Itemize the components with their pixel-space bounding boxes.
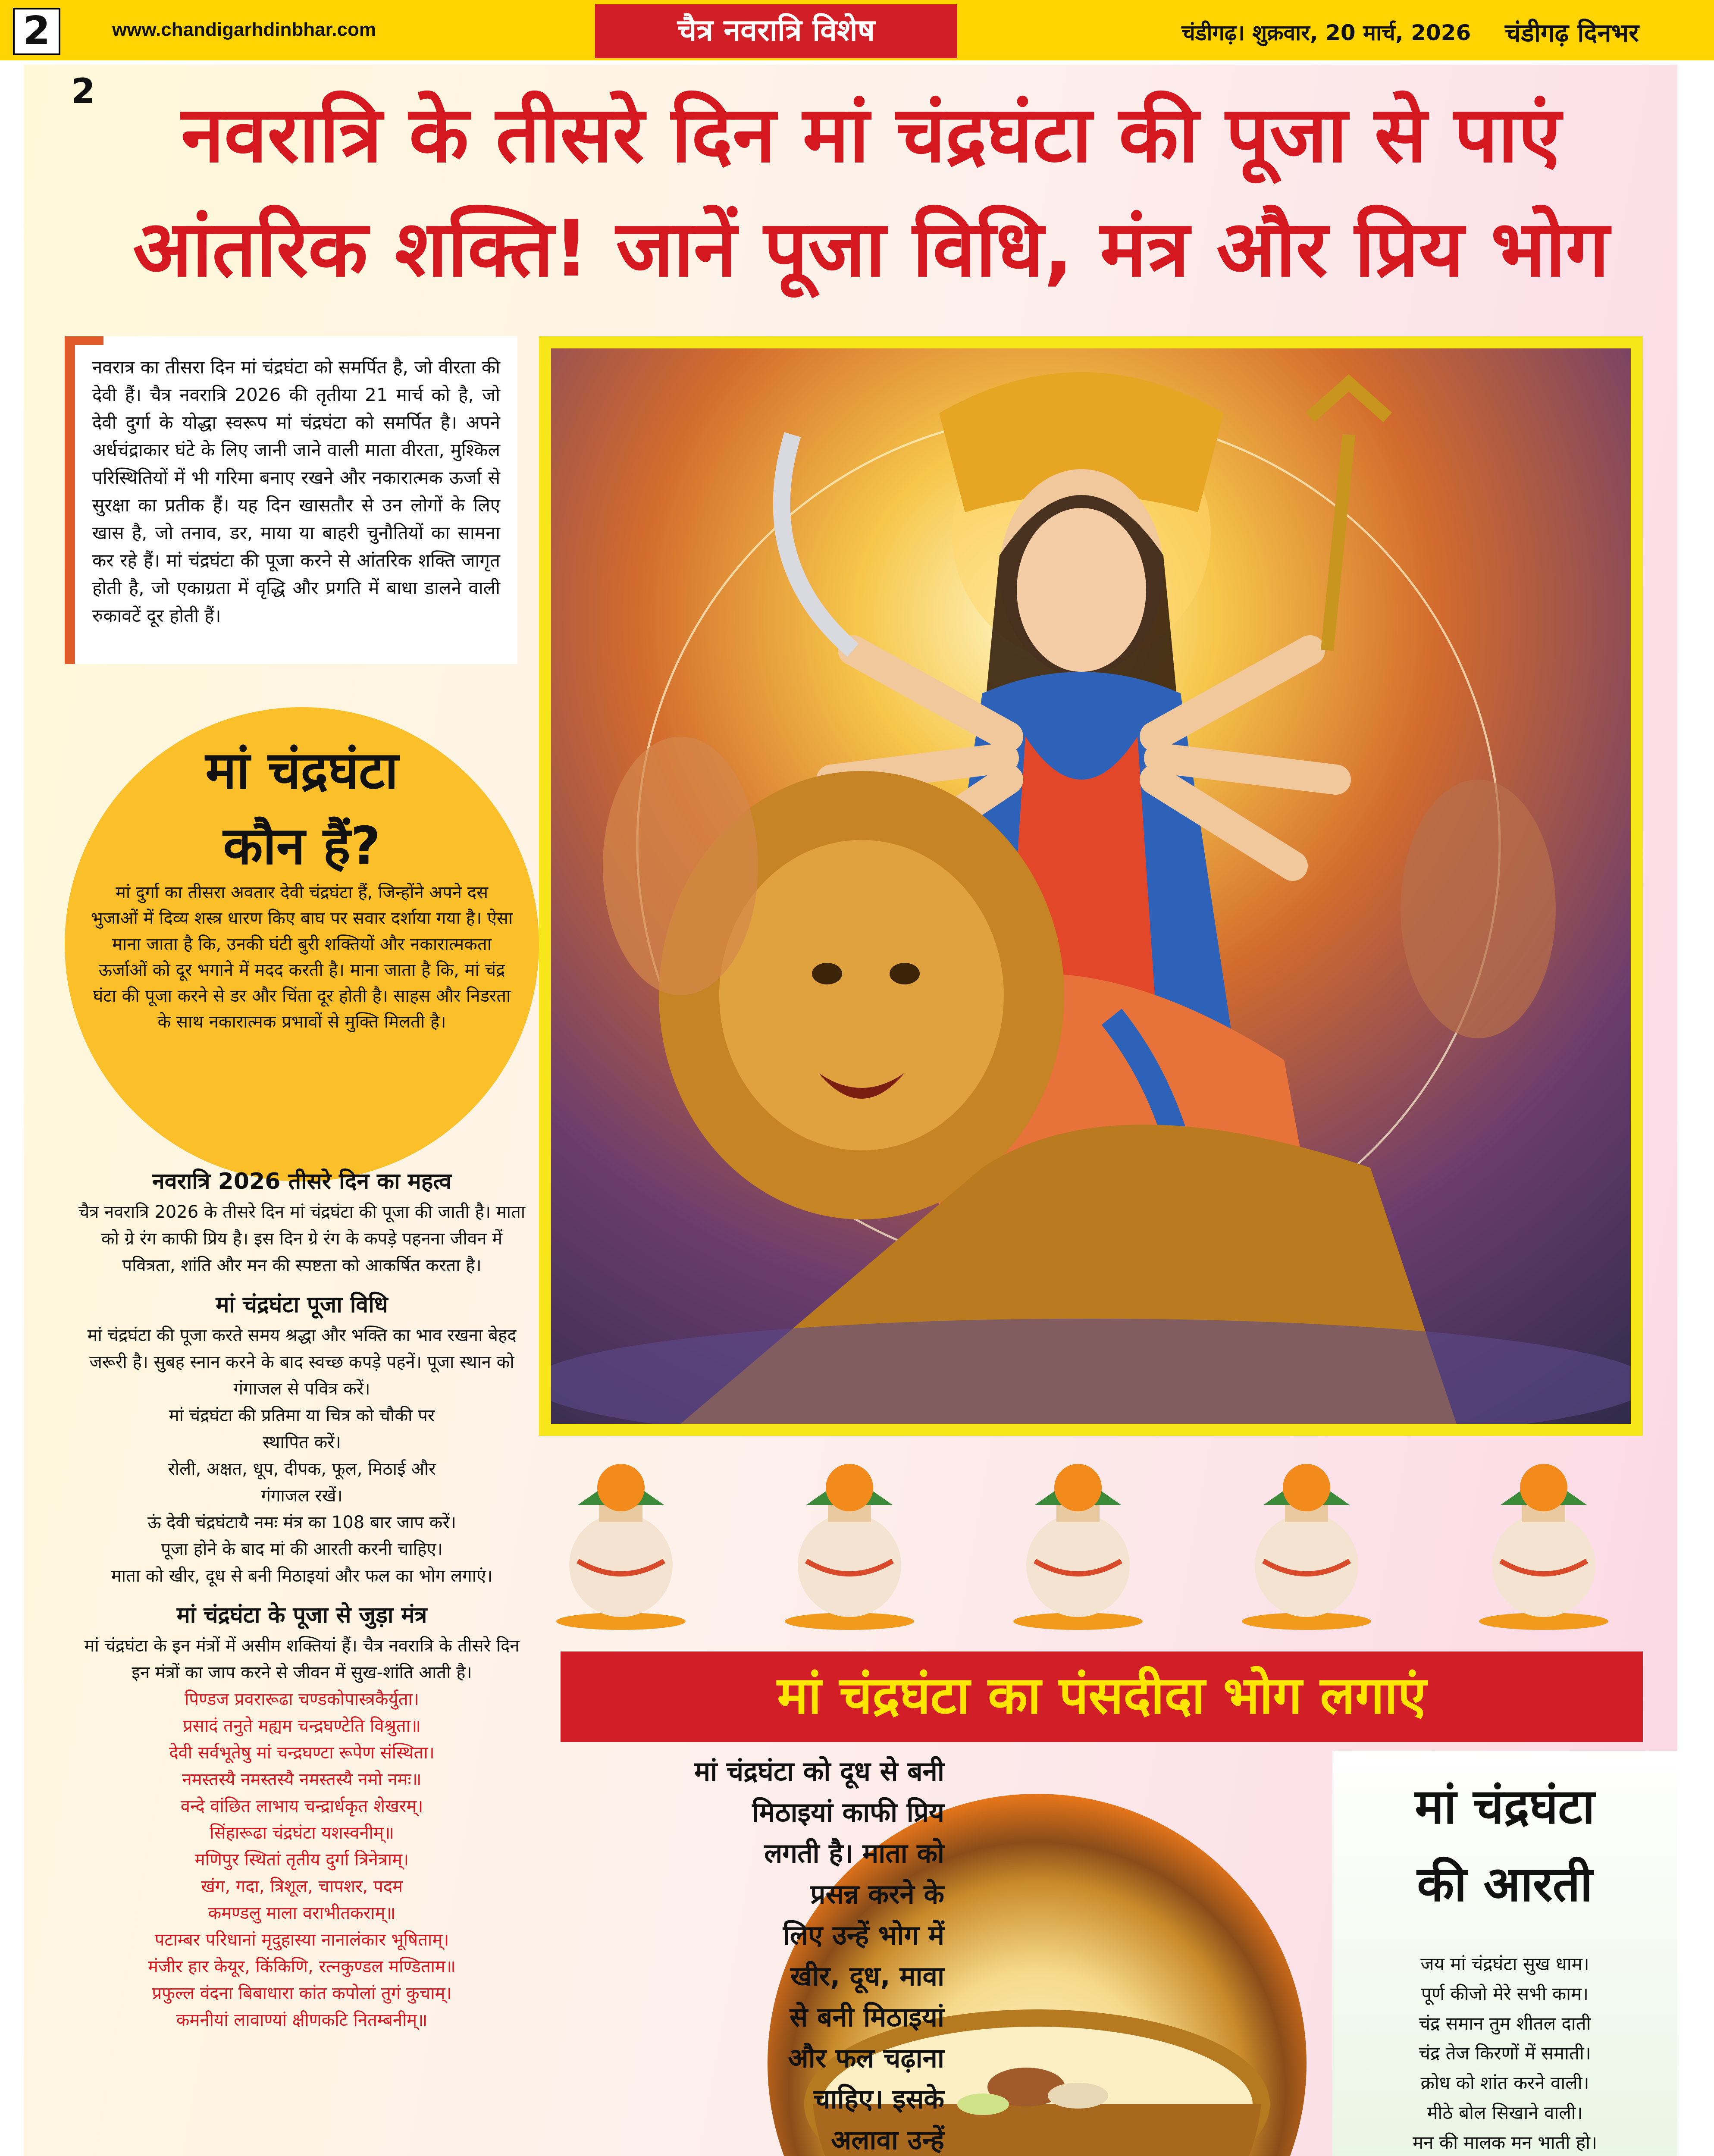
page-number: 2	[13, 8, 60, 55]
headline-line2: आंतरिक शक्ति! जानें पूजा विधि, मंत्र और प्रिय भोग	[132, 204, 1610, 294]
bhog-line: चाहिए। इसके	[813, 2083, 944, 2115]
masthead-bar	[0, 0, 1714, 60]
kalash-row	[552, 1453, 1647, 1634]
mantra-line: खंग, गदा, त्रिशूल, चापशर, पदम	[201, 1877, 403, 1896]
aarti-line: चंद्र समान तुम शीतल दाती	[1419, 2013, 1591, 2034]
aarti-line: क्रोध को शांत करने वाली।	[1420, 2072, 1589, 2093]
bhog-line: मां चंद्रघंटा को दूध से बनी	[694, 1755, 944, 1787]
mantra-line: नमस्तस्यै नमस्तस्यै नमस्तस्यै नमो नमः॥	[182, 1770, 422, 1789]
mantra-line: पिण्डज प्रवरारूढा चण्डकोपास्त्रकैर्युता।	[184, 1689, 420, 1709]
mantra-intro: मां चंद्रघंटा के इन मंत्रों में असीम शक्तियां हैं। चैत्र नवरात्रि के तीसरे दिन इन मंत्रों का जाप करने से जीवन में सुख-शांति आती है।	[84, 1636, 520, 1683]
intro-accent	[65, 336, 103, 345]
mantra-heading: मां चंद्रघंटा के पूजा से जुड़ा मंत्र	[176, 1602, 427, 1628]
bhog-line: मिठाइयां काफी प्रिय	[752, 1796, 944, 1828]
aarti-title-line1: मां चंद्रघंटा	[1415, 1779, 1595, 1835]
who-title	[65, 733, 539, 884]
who-title-line1: मां चंद्रघंटा	[205, 741, 398, 801]
bhog-text	[573, 1751, 944, 2156]
goddess-image-frame	[539, 336, 1643, 1436]
aarti-panel	[1332, 1751, 1677, 2156]
aarti-line: मीठे बोल सिखाने वाली।	[1427, 2102, 1583, 2123]
bhog-line: और फल चढ़ाना	[788, 2042, 944, 2074]
vidhi-line: ऊं देवी चंद्रघंटायै नमः मंत्र का 108 बार जाप करें।	[147, 1513, 456, 1532]
intro-box	[65, 336, 517, 664]
aarti-heading	[1332, 1768, 1677, 1923]
who-title-line2: कौन हैं?	[223, 816, 381, 876]
importance-body: चैत्र नवरात्रि 2026 के तीसरे दिन मां चंद्रघंटा की पूजा की जाती है। माता को ग्रे रंग काफी प्रिय है। इस दिन ग्रे रंग के कपड़े पहनना जीवन में पवित्रता, शांति और मन की स्पष्टता को आकर्षित करता है।	[78, 1202, 526, 1275]
bhog-line: लगती है। माता को	[764, 1837, 944, 1869]
left-column	[73, 1156, 530, 2034]
aarti-line: पूर्ण कीजो मेरे सभी काम।	[1421, 1983, 1589, 2004]
dateline: चंडीगढ़। शुक्रवार, 20 मार्च, 2026	[1181, 20, 1471, 45]
who-circle	[65, 707, 539, 1181]
kalash-icon	[1009, 1457, 1147, 1630]
vidhi-line: मां चंद्रघंटा की प्रतिमा या चित्र को चौकी पर स्थापित करें।	[169, 1406, 435, 1452]
who-body: मां दुर्गा का तीसरा अवतार देवी चंद्रघंटा हैं, जिन्होंने अपने दस भुजाओं में दिव्य शस्त्र धारण किए बाघ पर सवार दर्शाया गया है। ऐसा माना जाता है कि, उनकी घंटी बुरी शक्तियों और नकारात्मकता ऊर्जाओं को दूर भगाने में मदद करती है। माना जाता है कि, मां चंद्र घंटा की पूजा करने से डर और चिंता दूर होती है। साहस और निडरता के साथ नकारात्मक प्रभावों से मुक्ति मिलती है।	[91, 883, 513, 1032]
mantra-line: मंजीर हार केयूर, किंकिणि, रत्नकुण्डल मण्डिताम॥	[148, 1957, 456, 1977]
mantra-line: वन्दे वांछित लाभाय चन्द्रार्धकृत शेखरम्।	[180, 1796, 423, 1816]
paper-name: चंडीगढ़ दिनभर	[1505, 18, 1639, 47]
aarti-line: जय मां चंद्रघंटा सुख धाम।	[1420, 1953, 1589, 1974]
bhog-line: अलावा उन्हें	[830, 2124, 944, 2156]
bhog-line: लिए उन्हें भोग में	[783, 1919, 944, 1951]
inner-page-number: 2	[71, 71, 95, 111]
mantra-line: प्रफुल्ल वंदना बिबाधारा कांत कपोलां तुगं कुचाम्।	[152, 1984, 452, 2003]
aarti-lines	[1332, 1949, 1677, 2156]
vidhi-line: माता को खीर, दूध से बनी मिठाइयां और फल का भोग लगाएं।	[111, 1566, 493, 1586]
headline-line1: नवरात्रि के तीसरे दिन मां चंद्रघंटा की पूजा से पाएं	[181, 90, 1561, 180]
mantra-line: कमण्डलु माला वराभीतकराम्॥	[208, 1903, 396, 1923]
mantra-line: कमनीयां लावाण्यां क्षीणकटि नितम्बनीम्॥	[176, 2010, 428, 2030]
mantra-line: पटाम्बर परिधानां मृदुहास्या नानालंकार भूषिताम्।	[154, 1930, 449, 1950]
bhog-line: खीर, दूध, मावा	[790, 1960, 944, 1992]
vidhi-line: पूजा होने के बाद मां की आरती करनी चाहिए।	[161, 1539, 443, 1559]
aarti-line: मन की मालक मन भाती हो।	[1413, 2132, 1597, 2153]
mantra-line: प्रसादं तनुते मह्यम चन्द्रघण्टेति विश्रुता॥	[183, 1716, 421, 1736]
vidhi-line: रोली, अक्षत, धूप, दीपक, फूल, मिठाई और गंगाजल रखें।	[168, 1459, 436, 1506]
section-title: चैत्र नवरात्रि विशेष	[595, 4, 957, 58]
website-link[interactable]: www.chandigarhdinbhar.com	[112, 19, 376, 40]
bhog-line: प्रसन्न करने के	[810, 1878, 944, 1910]
goddess-illustration	[551, 348, 1631, 1424]
bhog-line: से बनी मिठाइयां	[790, 2001, 944, 2033]
mantra-line: सिंहारूढा चंद्रघंटा यशस्वनीम्॥	[210, 1823, 394, 1843]
kalash-icon	[552, 1457, 690, 1630]
kalash-icon	[780, 1457, 918, 1630]
main-headline	[69, 78, 1673, 306]
kalash-icon	[1475, 1457, 1613, 1630]
intro-text: नवरात्र का तीसरा दिन मां चंद्रघंटा को समर्पित है, जो वीरता की देवी हैं। चैत्र नवरात्रि 2026 की तृतीया 21 मार्च को है, जो देवी दुर्गा के योद्धा स्वरूप मां चंद्रघंटा को समर्पित है। अपने अर्धचंद्राकार घंटे के लिए जानी जाने वाली माता वीरता, मुश्किल परिस्थितियों में भी गरिमा बनाए रखने और नकारात्मक ऊर्जा से सुरक्षा का प्रतीक हैं। यह दिन खासतौर से उन लोगों के लिए खास है, जो तनाव, डर, माया या बाहरी चुनौतियों का सामना कर रहे हैं। मां चंद्रघंटा की पूजा करने से आंतरिक शक्ति जागृत होती है, जो एकाग्रता में वृद्धि और प्रगति में बाधा डालने वाली रुकावटें दूर होती हैं।	[92, 357, 500, 626]
importance-heading: नवरात्रि 2026 तीसरे दिन का महत्व	[152, 1169, 452, 1194]
bhog-banner: मां चंद्रघंटा का पंसदीदा भोग लगाएं	[561, 1651, 1643, 1742]
aarti-line: चंद्र तेज किरणों में समाती।	[1419, 2043, 1591, 2064]
mantra-line: मणिपुर स्थितां तृतीय दुर्गा त्रिनेत्राम्।	[194, 1850, 409, 1870]
vidhi-line: मां चंद्रघंटा की पूजा करते समय श्रद्धा और भक्ति का भाव रखना बेहद जरूरी है। सुबह स्नान करने के बाद स्वच्छ कपड़े पहनें। पूजा स्थान को गंगाजल से पवित्र करें।	[87, 1326, 517, 1399]
kalash-icon	[1238, 1457, 1376, 1630]
aarti-title-line2: की आरती	[1417, 1856, 1593, 1912]
mantra-line: देवी सर्वभूतेषु मां चन्द्रघण्टा रूपेण संस्थिता।	[169, 1743, 435, 1763]
vidhi-heading: मां चंद्रघंटा पूजा विधि	[216, 1292, 388, 1318]
goddess-image	[551, 348, 1631, 1424]
